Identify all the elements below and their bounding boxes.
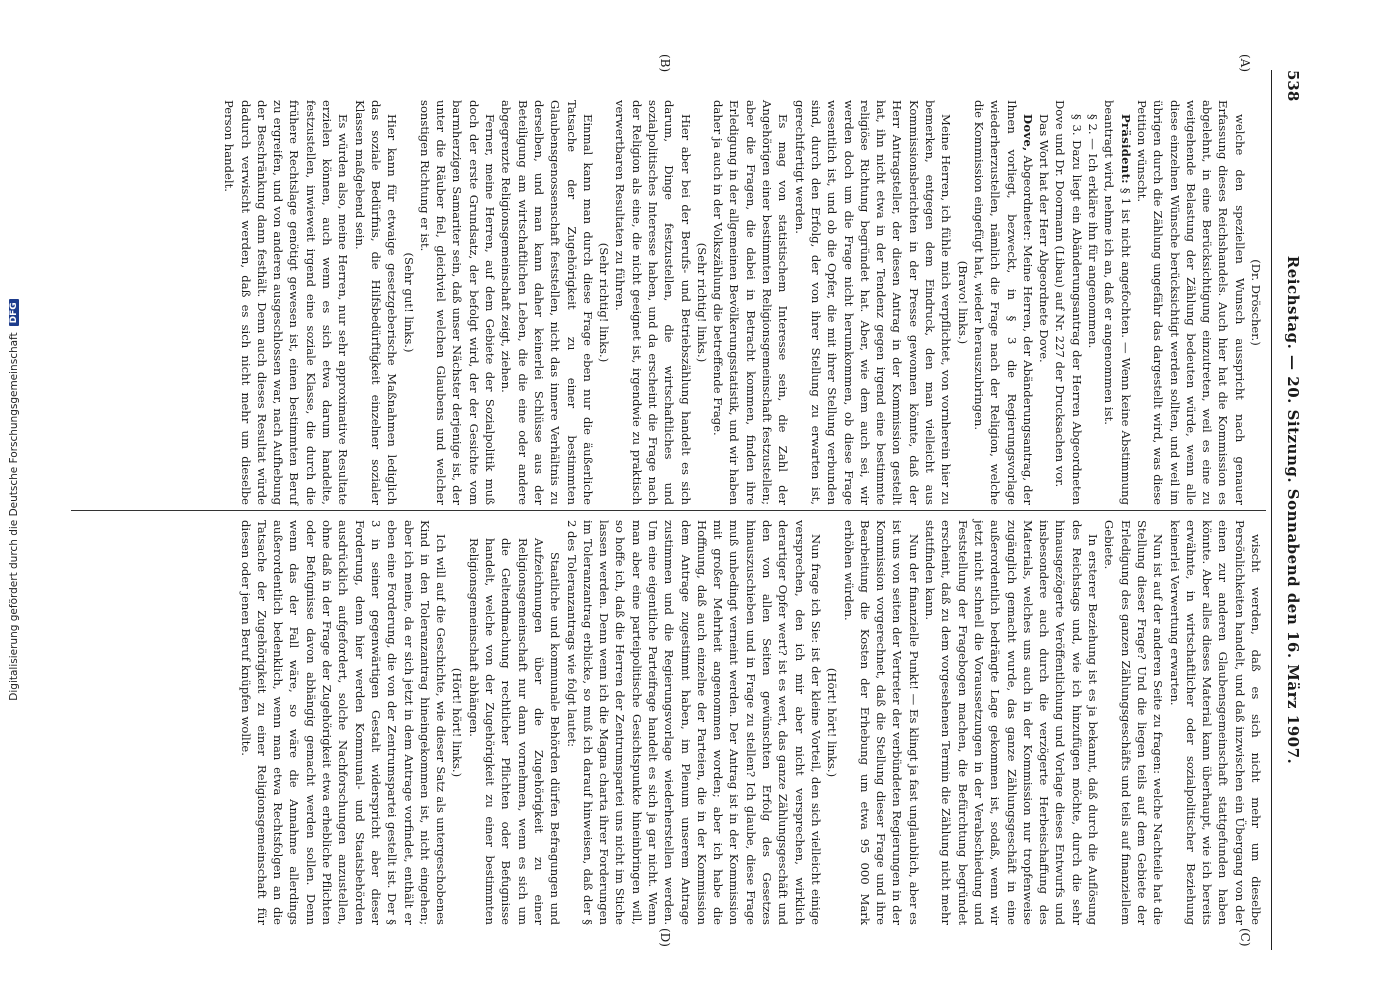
paragraph-text: Nun frage ich Sie: ist der kleine Vorteil, den sich vielleicht einige versprechen, den ich mir aber nicht versprechen, wirklich derartiger Opfer wert? ist es wert, das ganze Zählungsgeschäft und den von allen Seiten gewünschten Erfolg des Gesetzes hinauszuschieben und in Frage zu stellen? Ich glaube, diese Frage muß unbedingt verneint werden. Der Antrag ist in der Kommission mit großer Mehrheit angenommen worden; aber ich habe die Hoffnung, daß auch einzelne der Parteien, die in der Kommission dem Antrage zugestimmt haben, im Plenum unserem Antrage zustimmen und die Regierungsvorlage wiederherstellen werden. Um eine eigentliche Parteifrage handelt es sich ja gar nicht. Wenn man aber eine parteipolitische Gesichtspunkte hineinbringen will, so hoffe ich, daß die Herren der Zentrumspartei uns nicht im Stiche lassen werden. Denn wenn ich die Magna charta ihrer Forderungen im Toleranzantrag erblicke, so muß ich darauf hinweisen, daß der § 2 des Toleranzantrags wie folgt lautet: xyxy=(564,520,823,925)
interjection xyxy=(694,100,710,505)
interjection xyxy=(954,100,970,505)
paragraph-text: Hier kann für etwaige gesetzgeberische Maßnahmen lediglich das soziale Bedürfnis, die Hilfsbedürftigkeit einzelner sozialer Klassen maßgebend sein. xyxy=(352,100,400,505)
left-column xyxy=(221,100,1264,505)
interjection xyxy=(596,100,612,505)
right-column xyxy=(237,520,1264,925)
paragraph-text: Einmal kann man durch diese Frage eben nur die äußerliche Tatsache der Zugehörigkeit zu einer bestimmten Glaubensgenossenschaft feststellen, nicht das innere Verhältnis zu derselben, und man kann daher keinerlei Schlüsse aus der Beteiligung am wirtschaftlichen Leben, die die eine oder andere abgegrenzte Religionsgemeinschaft zeigt, ziehen. xyxy=(499,100,595,505)
dfg-logo-icon: DFG xyxy=(9,299,19,326)
paragraph-text: Es würden also, meine Herren, nur sehr approximative Resultate erzielen können, auch wenn es sich etwa darum handelte, festzustellen, inwieweit irgend eine soziale Klasse, die durch die frühere Rechtslage genötigt gewesen ist, einen bestimmten Beruf zu ergreifen, und von anderen ausgeschlossen war, nach Aufhebung der Beschränkung dann festhält. Denn auch dieses Resultat würde dadurch verwischt werden, daß es sich nicht mehr um dieselbe Person handelt. xyxy=(222,100,351,505)
paragraph xyxy=(237,520,449,925)
interjection-text: (Sehr richtig! links.) xyxy=(694,242,709,363)
interjection-text: (Hört! hört! links.) xyxy=(450,667,465,778)
paragraph-text: Nun der finanzielle Punkt! — Es klingt ja fast unglaublich, aber es ist uns von seiten der Vertreter der verbündeten Regierungen in der Kommission vorgerechnet, daß die Stellung dieser Frage und ihre Bearbeitung die Kosten der Erhebung um etwa 95 000 Mark erhöhen würden. xyxy=(841,520,921,925)
page-header xyxy=(1271,70,1312,950)
paragraph xyxy=(1134,100,1248,505)
paragraph xyxy=(498,100,596,505)
paragraph-text: Nun ist auf der anderen Seite zu fragen: welche Nachteile hat die Stellung dieser Frage? Und die liegen teils auf dem Gebiete der Erledigung des ganzen Zählungsgeschäfts und teils auf finanziellem Gebiete. xyxy=(1102,520,1166,925)
paragraph-text: Das Wort hat der Herr Abgeordnete Dove. xyxy=(1037,114,1052,363)
paragraph-text: welche den speziellen Wunsch ausspricht nach genauer Erfassung dieses Reichshandels. Auch hier hat die Kommission es abgelehnt, in eine Berücksichtigung einzutreten, weil es eine zu weitgehende Belastung der Zählung bedeuten würde, wenn alle diese einzelnen Wünsche berücksichtigt werden sollten, und weil im übrigen durch die Zählung ungefähr das dargestellt wird, was diese Petition wünscht. xyxy=(1134,100,1247,505)
paragraph-text: Abgeordneter: Meine Herren, der Abänderungsantrag, der Ihnen vorliegt, bezweckt, in § 3 die Regierungsvorlage wiederherzustellen, nämlich die Frage nach der Religion, welche die Kommission eingefügt hat, wieder herauszubringen. xyxy=(971,100,1035,505)
paragraph-text: Staatliche und kommunale Behörden dürfen Befragungen und Aufzeichnungen über die Zugehörigkeit zu einer Religionsgemeinschaft nur dann vornehmen, wenn es sich um die Geltendmachung rechtlicher Pflichten oder Befugnisse handelt, welche von der Zugehörigkeit zu einer bestimmten Religionsgemeinschaft abhängen. xyxy=(466,538,563,925)
paragraph-text: § 2. — Ich erkläre ihn für angenommen. xyxy=(1086,114,1101,349)
interjection-text: (Dr. Dröscher.) xyxy=(1249,259,1263,346)
paragraph xyxy=(417,100,498,505)
paragraph xyxy=(1085,100,1101,505)
paragraph-text: § 1 ist nicht angefochten. — Wenn keine Abstimmung beantragt wird, nehme ich an, daß er angenommen ist. xyxy=(1102,100,1133,505)
margin-letter-b: (B) xyxy=(658,54,672,73)
paragraph xyxy=(1036,100,1052,505)
interjection-text: (Bravo! links.) xyxy=(955,260,970,345)
interjection-text: (Sehr richtig! links.) xyxy=(597,242,612,363)
page-number: 538 xyxy=(1284,70,1302,102)
digitization-credit xyxy=(0,0,28,1000)
interjection xyxy=(824,520,840,925)
interjection-text: (Sehr gut! links.) xyxy=(401,252,416,353)
column-divider xyxy=(71,510,1266,511)
paragraph xyxy=(1052,100,1085,505)
paragraph-text: In ersterer Beziehung ist es ja bekannt, daß durch die Auflösung des Reichstags und, wie ich hinzufügen möchte, durch die sehr hinausgezögerte Veröffentlichung und Vorlage dieses Entwurfs und insbesondere auch durch die verzögerte Herbeischaffung des Materials, welches uns auch in der Kommission nur tropfenweise zugänglich gemacht wurde, das ganze Zählungsgeschäft in eine außerordentlich bedrängte Lage gekommen ist, sodaß, wenn wir jetzt nicht schnell die Voraussetzungen in der Verabschiedung und Feststellung der Fragebogen machen, die Befürchtung begründet erscheint, daß zu dem vorgesehenen Termin die Zählung nicht mehr stattfinden kann. xyxy=(923,520,1101,925)
speaker-name: Dove, xyxy=(1020,114,1035,152)
paragraph xyxy=(563,520,824,925)
margin-letter-a: (A) xyxy=(1238,54,1252,73)
paragraph xyxy=(1166,520,1264,925)
paragraph xyxy=(1101,520,1166,925)
paragraph xyxy=(221,100,351,505)
paragraph-text: Meine Herren, ich fühle mich verpflichtet, von vornherein hier zu bemerken, entgegen dem Eindruck, den man vielleicht aus Kommissionsberichten in der Presse gewonnen könnte, daß der Herr Antragsteller, der diesen Antrag in der Kommission gestellt hat, ihn nicht etwa in der Tendenz gegen irgend eine bestimmte religiöse Richtung begründet hat. Aber, wie dem auch sei, wir werden doch um die Frage nicht herumkommen, ob diese Frage wesentlich ist, und ob die Opfer, die mit ihrer Stellung verbunden sind, durch den Erfolg, der von ihrer Stellung zu erwarten ist, gerechtfertigt werden. xyxy=(792,100,954,505)
scanned-page xyxy=(62,54,1312,950)
running-title: Reichstag. — 20. Sitzung. Sonnabend den 16. März 1907. xyxy=(1284,255,1302,765)
paragraph xyxy=(351,100,400,505)
paragraph xyxy=(840,520,921,925)
paragraph xyxy=(922,520,1101,925)
paragraph xyxy=(710,100,791,505)
interjection xyxy=(400,100,416,505)
paragraph-text: § 3. Dazu liegt ein Abänderungsantrag der Herren Abgeordneten Dove und Dr. Doormann (Libau) auf Nr. 227 der Drucksachen vor. xyxy=(1053,100,1084,505)
paragraph-text: wischt werden, daß es sich nicht mehr um dieselbe Persönlichkeiten handelt, und daß inzwischen ein Übergang von der einen zur anderen Glaubensgemeinschaft stattgefunden haben könnte. Aber alles dieses Material kann überhaupt, wie ich bereits erwähnte, in wirtschaftlicher oder sozialpolitischer Beziehung keinerlei Verwertung erwarten. xyxy=(1167,520,1263,925)
paragraph-text: Ich will auf die Geschichte, wie dieser Satz als untergeschobenes Kind in den Toleranzantrag hineingekommen ist, nicht eingehen; aber ich meine, da er sich jetzt in dem Antrage vorfindet, enthält er eben eine Forderung, die von der Zentrumspartei gestellt ist. Der § 3 in seiner gegenwärtigen Gestalt widerspricht aber dieser Forderung, denn hier werden Kommunal- und Staatsbehörden ausdrücklich aufgefordert, solche Nachforschungen anzustellen, ohne daß in der Frage der Zugehörigkeit etwa erhebliche Pflichten oder Befugnisse davon abhängig gemacht werden sollen. Denn wenn das der Fall wäre, so wäre die Annahme allerdings außerordentlich bedenklich, wenn man etwa Rechtsfolgen an die Tatsache der Zugehörigkeit zu einer Religionsgemeinschaft für diesen oder jenen Beruf knüpfen wollte. xyxy=(238,520,449,925)
interjection-text: (Hört! hört! links.) xyxy=(825,667,840,778)
speaker-name: Präsident: xyxy=(1118,114,1133,184)
scanned-page-frame xyxy=(62,54,1312,950)
paragraph-text: Ferner, meine Herren, auf dem Gebiete der Sozialpolitik muß doch der erste Grundsatz, der befolgt wird, der der Gesichte vom barmherzigen Samariter sein, daß unser Nächster derjenige ist, der unter die Räuber fiel, gleichviel welchen Glaubens und welcher sonstigen Richtung er ist. xyxy=(417,100,498,505)
credit-text: Digitalisierung gefördert durch die Deutsche Forschungsgemeinschaft xyxy=(8,332,20,701)
quoted-block xyxy=(465,520,563,925)
speaker-paragraph xyxy=(971,100,1036,505)
margin-letter-c: (C) xyxy=(1238,928,1252,947)
speaker-paragraph xyxy=(1101,100,1134,505)
paragraph xyxy=(791,100,954,505)
interjection xyxy=(1248,100,1264,505)
paragraph xyxy=(612,100,693,505)
margin-letter-d: (D) xyxy=(658,928,672,947)
interjection xyxy=(449,520,465,925)
paragraph-text: Es mag von statistischem Interesse sein, die Zahl der Angehörigen einer bestimmten Religionsgemeinschaft festzustellen; aber die Fragen, die dabei in Betracht kommen, finden ihre Erledigung in der allgemeinen Bevölkerungsstatistik, und wir haben daher ja auch in der Volkszählung die betreffende Frage. xyxy=(711,100,791,505)
paragraph-text: Hier aber bei der Berufs- und Betriebszählung handelt es sich darum, Dinge festzustellen, die wirtschaftliches und sozialpolitisches Interesse haben, und da erscheint die Frage nach der Religion als eine, die nicht geeignet ist, irgendwie zu praktisch verwertbaren Resultaten zu führen. xyxy=(613,100,693,505)
